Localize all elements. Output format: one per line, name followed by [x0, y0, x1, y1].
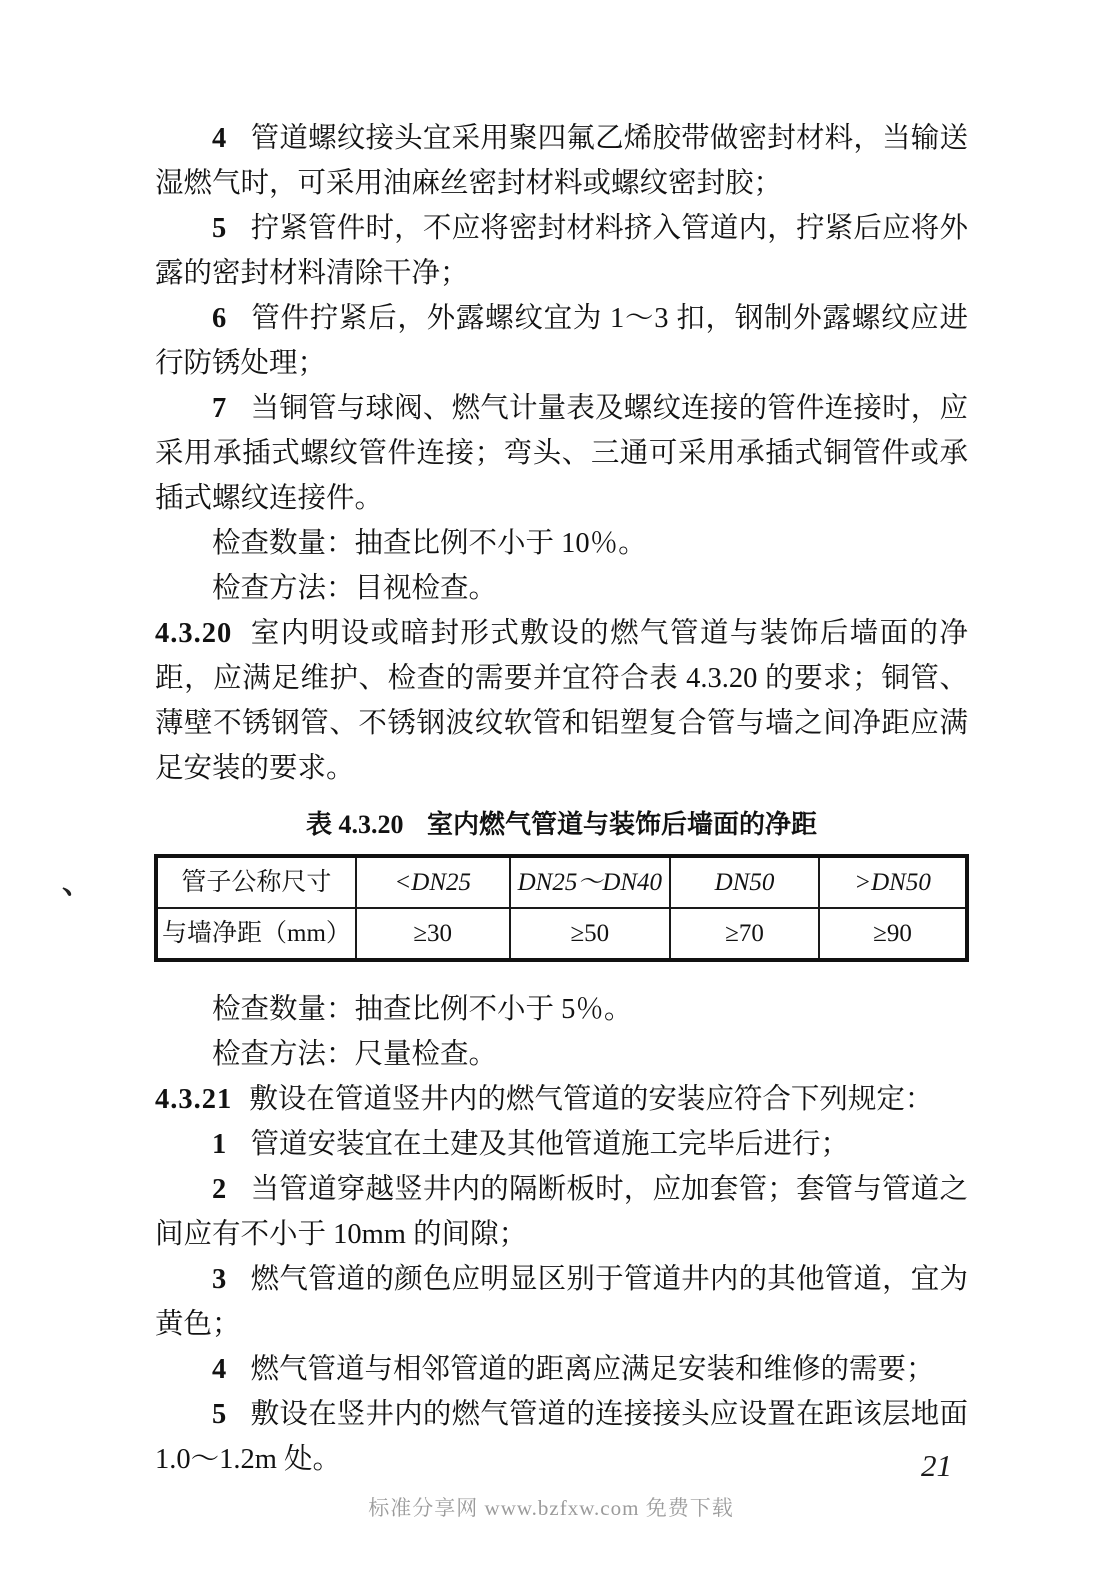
item-text: 敷设在竖井内的燃气管道的连接接头应设置在距该层地面 1.0～1.2m 处。	[155, 1399, 968, 1475]
item-number: 2	[212, 1174, 227, 1205]
item-number: 5	[212, 1399, 227, 1430]
item-number: 4	[212, 123, 227, 154]
item-text: 当铜管与球阀、燃气计量表及螺纹连接的管件连接时，应采用承插式螺纹管件连接；弯头、三通可采用承插式铜管件或承插式螺纹连接件。	[155, 393, 968, 514]
list-item-4	[155, 116, 968, 206]
table-cell: <DN25	[356, 857, 510, 909]
clause-text: 室内明设或暗封形式敷设的燃气管道与装饰后墙面的净距，应满足维护、检查的需要并宜符合表 4.3.20 的要求；铜管、薄壁不锈钢管、不锈钢波纹软管和铝塑复合管与墙之间净距应满足安装的要求。	[155, 618, 968, 784]
scan-stray-mark: 、	[62, 867, 92, 900]
check-quantity-line: 检查数量：抽查比例不小于 5％。	[212, 994, 633, 1025]
clause-text: 敷设在管道竖井内的燃气管道的安装应符合下列规定：	[249, 1084, 934, 1115]
clause-number: 4.3.21	[155, 1084, 233, 1115]
item-text: 管道安装宜在土建及其他管道施工完毕后进行；	[250, 1129, 849, 1160]
table-caption	[155, 809, 968, 841]
clause-4-3-20	[155, 611, 968, 791]
list-item-5	[155, 206, 968, 296]
item-text: 燃气管道与相邻管道的距离应满足安装和维修的需要；	[250, 1354, 935, 1385]
list-item-2	[155, 1167, 968, 1257]
table-row	[157, 908, 967, 960]
table-caption-title: 室内燃气管道与装饰后墙面的净距	[426, 810, 817, 839]
list-item-4b	[155, 1347, 968, 1392]
watermark-footer: 标准分享网 www.bzfxw.com 免费下载	[368, 1496, 734, 1520]
clause-number: 4.3.20	[155, 618, 233, 649]
list-item-6	[155, 296, 968, 386]
table-cell: 与墙净距（mm）	[157, 908, 356, 960]
table-header-row	[157, 857, 967, 909]
clause-4-3-21	[155, 1077, 968, 1122]
table-cell: ≥90	[819, 908, 966, 960]
table-cell: DN50	[670, 857, 819, 909]
page-number: 21	[921, 1448, 952, 1483]
table-cell: ≥30	[356, 908, 510, 960]
list-item-1	[155, 1122, 968, 1167]
list-item-3	[155, 1257, 968, 1347]
check-quantity-line: 检查数量：抽查比例不小于 10％。	[212, 528, 647, 559]
item-text: 拧紧管件时，不应将密封材料挤入管道内，拧紧后应将外露的密封材料清除干净；	[155, 213, 968, 289]
item-number: 4	[212, 1354, 227, 1385]
table-cell: >DN50	[819, 857, 966, 909]
item-text: 燃气管道的颜色应明显区别于管道井内的其他管道，宜为黄色；	[155, 1264, 968, 1340]
table-caption-label: 表 4.3.20	[306, 810, 404, 839]
list-item-7	[155, 386, 968, 521]
item-text: 当管道穿越竖井内的隔断板时，应加套管；套管与管道之间应有不小于 10mm 的间隙；	[155, 1174, 968, 1250]
item-text: 管道螺纹接头宜采用聚四氟乙烯胶带做密封材料，当输送湿燃气时，可采用油麻丝密封材料或螺纹密封胶；	[155, 123, 968, 199]
item-number: 6	[212, 303, 227, 334]
check-method-line: 检查方法：尺量检查。	[212, 1039, 498, 1070]
table-cell: 管子公称尺寸	[157, 857, 356, 909]
table-cell: ≥70	[670, 908, 819, 960]
item-text: 管件拧紧后，外露螺纹宜为 1～3 扣，钢制外露螺纹应进行防锈处理；	[155, 303, 968, 379]
item-number: 3	[212, 1264, 227, 1295]
item-number: 7	[212, 393, 227, 424]
item-number: 1	[212, 1129, 227, 1160]
clearance-table	[155, 855, 968, 961]
document-page	[155, 116, 968, 1482]
list-item-5b	[155, 1392, 968, 1482]
item-number: 5	[212, 213, 227, 244]
table-cell: ≥50	[510, 908, 670, 960]
table-cell: DN25～DN40	[510, 857, 670, 909]
check-method-line: 检查方法：目视检查。	[212, 573, 498, 604]
